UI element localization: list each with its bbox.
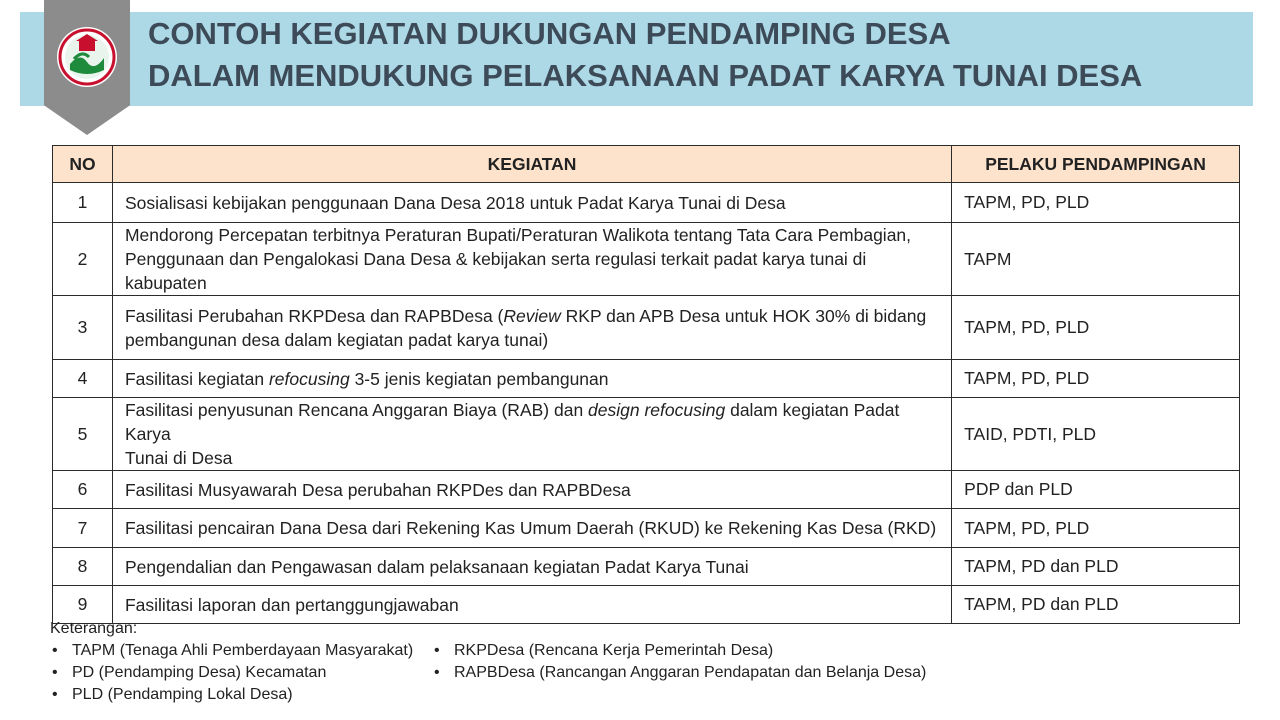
row-actor: TAPM, PD, PLD — [952, 183, 1240, 223]
activities-table — [52, 145, 1240, 624]
table-row — [53, 398, 1240, 471]
row-actor: TAPM — [952, 223, 1240, 296]
row-number: 5 — [53, 398, 113, 471]
activity-text-a: Fasilitasi penyusunan Rencana Anggaran Biaya (RAB) dan — [124, 400, 589, 420]
row-activity — [112, 360, 951, 398]
row-number: 1 — [53, 183, 113, 223]
activity-line-2: pembangunan desa dalam kegiatan padat karya tunai) — [124, 329, 549, 350]
notes-list-documents — [432, 640, 926, 684]
page-title-line-1: CONTOH KEGIATAN DUKUNGAN PENDAMPING DESA — [148, 16, 951, 51]
row-activity — [112, 398, 951, 471]
row-activity: Fasilitasi laporan dan pertanggungjawaban — [112, 586, 951, 624]
row-actor: TAPM, PD, PLD — [952, 509, 1240, 548]
activity-text-a: Fasilitasi Perubahan RKPDesa dan RAPBDesa ( — [124, 305, 504, 326]
table-row — [53, 223, 1240, 296]
row-number: 3 — [53, 296, 113, 360]
column-header-kegiatan: KEGIATAN — [112, 146, 951, 183]
column-header-no: NO — [53, 146, 113, 183]
notes-list-abbreviations — [50, 640, 413, 706]
activity-line-1: Mendorong Percepatan terbitnya Peraturan Bupati/Peraturan Walikota tentang Tata Cara Pembagian, — [124, 225, 912, 245]
list-item: • PD (Pendamping Desa) Kecamatan — [50, 662, 413, 684]
row-activity: Pengendalian dan Pengawasan dalam pelaksanaan kegiatan Padat Karya Tunai — [112, 548, 951, 586]
notes-section — [50, 618, 413, 706]
row-actor: TAPM, PD, PLD — [952, 296, 1240, 360]
row-actor: TAID, PDTI, PLD — [952, 398, 1240, 471]
row-actor: PDP dan PLD — [952, 471, 1240, 509]
table-header-row — [53, 146, 1240, 183]
activity-italic: refocusing — [268, 368, 350, 389]
row-actor: TAPM, PD dan PLD — [952, 586, 1240, 624]
row-number: 2 — [53, 223, 113, 296]
row-actor: TAPM, PD, PLD — [952, 360, 1240, 398]
list-item: • PLD (Pendamping Lokal Desa) — [50, 684, 413, 706]
page-title-line-2: DALAM MENDUKUNG PELAKSANAAN PADAT KARYA TUNAI DESA — [148, 58, 1143, 93]
column-header-pelaku: PELAKU PENDAMPINGAN — [952, 146, 1240, 183]
activity-text-b: RKP dan APB Desa untuk HOK 30% di bidang — [560, 305, 927, 326]
activity-text-b: dalam kegiatan Padat Karya — [124, 400, 900, 444]
row-number: 4 — [53, 360, 113, 398]
activity-line-2: Tunai di Desa — [124, 448, 233, 468]
row-activity — [112, 296, 951, 360]
row-number: 7 — [53, 509, 113, 548]
table-row — [53, 548, 1240, 586]
notes-section-column-2 — [432, 640, 926, 684]
row-actor: TAPM, PD dan PLD — [952, 548, 1240, 586]
table-row — [53, 509, 1240, 548]
row-number: 9 — [53, 586, 113, 624]
ministry-logo-icon — [56, 26, 118, 88]
row-number: 8 — [53, 548, 113, 586]
activity-text-b: 3-5 jenis kegiatan pembangunan — [349, 368, 609, 389]
row-activity: Fasilitasi Musyawarah Desa perubahan RKPDes dan RAPBDesa — [112, 471, 951, 509]
row-activity: Sosialisasi kebijakan penggunaan Dana Desa 2018 untuk Padat Karya Tunai di Desa — [112, 183, 951, 223]
list-item: • RKPDesa (Rencana Kerja Pemerintah Desa) — [432, 640, 926, 662]
row-activity — [112, 223, 951, 296]
notes-heading: Keterangan: — [50, 620, 138, 637]
table-row — [53, 183, 1240, 223]
activity-italic: Review — [503, 305, 561, 326]
table-row — [53, 471, 1240, 509]
table-row — [53, 360, 1240, 398]
list-item: • TAPM (Tenaga Ahli Pemberdayaan Masyarakat) — [50, 640, 413, 662]
row-activity: Fasilitasi pencairan Dana Desa dari Rekening Kas Umum Daerah (RKUD) ke Rekening Kas Desa (RKD) — [112, 509, 951, 548]
list-item: • RAPBDesa (Rancangan Anggaran Pendapatan dan Belanja Desa) — [432, 662, 926, 684]
row-number: 6 — [53, 471, 113, 509]
table-row — [53, 296, 1240, 360]
activity-italic: design refocusing — [588, 400, 726, 420]
activity-line-2: Penggunaan dan Pengalokasi Dana Desa & kebijakan serta regulasi terkait padat karya tunai di kabupaten — [124, 249, 867, 293]
activity-text-a: Fasilitasi kegiatan — [124, 368, 269, 389]
